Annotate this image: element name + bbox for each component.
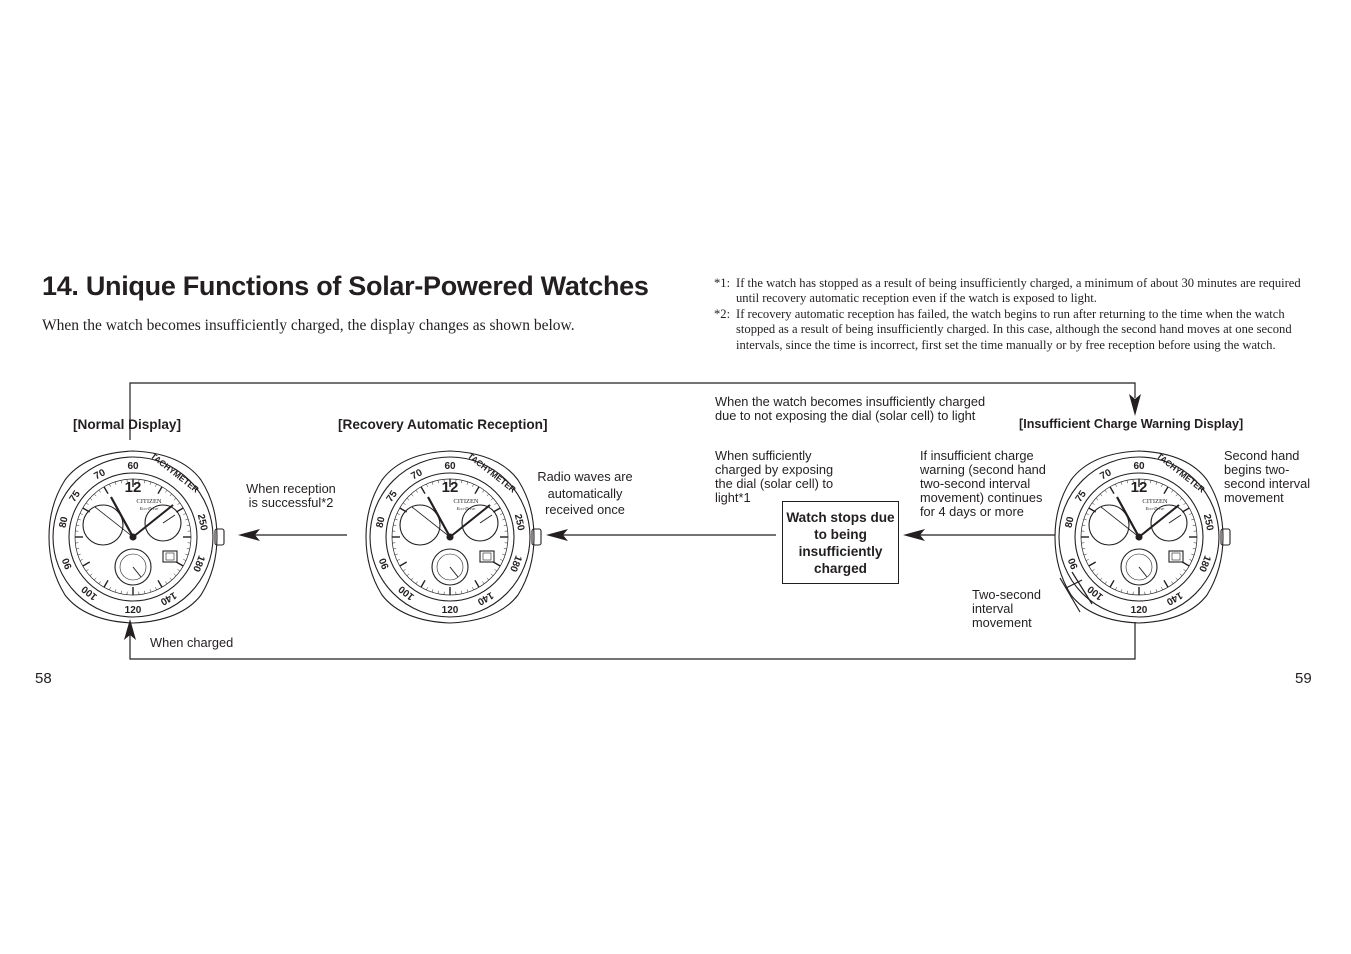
recovery-reception-heading: [Recovery Automatic Reception] bbox=[338, 417, 548, 432]
bezel-number: 80 bbox=[374, 515, 388, 529]
page-number-left: 58 bbox=[35, 670, 52, 687]
watch-art bbox=[1055, 451, 1230, 623]
dial-tick bbox=[158, 487, 162, 494]
dial-tick bbox=[1127, 591, 1128, 594]
dial-tick bbox=[397, 559, 400, 560]
dial-tick bbox=[1193, 548, 1196, 549]
brand-sub-logo: Eco-Drive bbox=[139, 506, 159, 511]
dial-tick bbox=[407, 574, 409, 576]
watch-warning-illustration bbox=[1051, 445, 1231, 625]
radio-waves-text: Radio waves are automatically received once bbox=[537, 469, 633, 517]
dial-tick bbox=[461, 480, 462, 483]
two-second-text: Two-second interval movement bbox=[972, 587, 1041, 630]
subdial-hand bbox=[133, 567, 141, 577]
bezel-number: 140 bbox=[158, 589, 179, 607]
dial-tick bbox=[1115, 484, 1116, 487]
dial-tick bbox=[1086, 513, 1089, 514]
subdial-left bbox=[83, 505, 123, 545]
dial-tick bbox=[491, 574, 493, 576]
bezel-number: 120 bbox=[124, 605, 142, 616]
sufficiently-charged-text: When sufficiently charged by exposing the dial (solar cell) to light*1 bbox=[715, 448, 834, 505]
dial-tick bbox=[493, 562, 500, 566]
dial-tick bbox=[99, 490, 101, 492]
dial-tick bbox=[80, 513, 83, 514]
bezel-number: 180 bbox=[507, 553, 524, 574]
bezel-number: 180 bbox=[1196, 553, 1213, 574]
second-hand-text: Second hand begins two-second interval movement bbox=[1224, 448, 1311, 505]
dial-tick bbox=[83, 562, 90, 566]
dial-tick bbox=[183, 513, 186, 514]
dial-tick bbox=[121, 591, 122, 594]
dial-tick bbox=[472, 587, 473, 590]
dial-tick bbox=[1105, 490, 1107, 492]
dial-tick bbox=[482, 490, 484, 492]
dial-tick bbox=[185, 519, 188, 520]
dial-tick bbox=[1082, 548, 1085, 549]
warning-display-heading: [Insufficient Charge Warning Display] bbox=[1019, 417, 1244, 431]
bezel-number: 90 bbox=[60, 556, 75, 571]
dial-tick bbox=[115, 482, 116, 485]
dial-tick bbox=[426, 587, 427, 590]
dial-tick bbox=[187, 525, 190, 526]
date-window bbox=[1169, 551, 1183, 562]
dial-tick bbox=[426, 484, 427, 487]
dial-tick bbox=[416, 490, 418, 492]
dial-tick bbox=[1191, 554, 1194, 555]
date-window bbox=[480, 551, 494, 562]
dial-tick bbox=[155, 484, 156, 487]
dial-tick bbox=[144, 591, 145, 594]
dial-tick bbox=[78, 554, 81, 555]
watch-normal-illustration bbox=[45, 445, 225, 625]
dial-tick bbox=[1164, 487, 1168, 494]
dial-tick bbox=[500, 559, 503, 560]
dial-tick bbox=[494, 503, 496, 505]
dial-tick bbox=[176, 562, 183, 566]
page-title: 14. Unique Functions of Solar-Powered Watches bbox=[42, 271, 649, 301]
bezel-number: 90 bbox=[1066, 556, 1081, 571]
dial-tick bbox=[1150, 591, 1151, 594]
brand-logo: CITIZEN bbox=[453, 498, 479, 505]
bezel-number: 100 bbox=[396, 583, 417, 603]
subdial-hand bbox=[1169, 515, 1181, 523]
dial-tick bbox=[187, 548, 190, 549]
dial-tick bbox=[174, 498, 176, 500]
dial-tick bbox=[393, 548, 396, 549]
bezel-number: 70 bbox=[1098, 467, 1114, 483]
footnote-text: If recovery automatic reception has failed, the watch begins to run after returning to the time when the watch stopped as a result of being insufficiently charged. In this case, although the second hand moves at one second intervals, since the time is incorrect, first set the time manually or by free reception before using the watch. bbox=[736, 306, 1292, 352]
dial-tick bbox=[121, 480, 122, 483]
bezel-number: 60 bbox=[1133, 461, 1145, 472]
watch-recovery-illustration bbox=[362, 445, 542, 625]
dial-tick bbox=[467, 589, 468, 592]
dial-tick bbox=[438, 480, 439, 483]
dial-tick bbox=[395, 519, 398, 520]
dial-tick bbox=[1182, 562, 1189, 566]
dial-tick bbox=[94, 578, 96, 580]
dial-tick bbox=[432, 589, 433, 592]
dial-tick bbox=[1110, 580, 1114, 587]
subdial-hand bbox=[480, 515, 492, 523]
dial-twelve: 12 bbox=[441, 479, 459, 496]
dial-tick bbox=[144, 480, 145, 483]
dial-tick bbox=[475, 580, 479, 587]
dial-tick bbox=[1191, 519, 1194, 520]
bezel-number: 250 bbox=[511, 513, 527, 532]
subdial-hand bbox=[450, 567, 458, 577]
dial-tick bbox=[99, 581, 101, 583]
dial-tick bbox=[475, 487, 479, 494]
dial-tick bbox=[407, 498, 409, 500]
dial-tick bbox=[1161, 484, 1162, 487]
dial-tick bbox=[504, 525, 507, 526]
normal-display-heading: [Normal Display] bbox=[73, 417, 182, 432]
page-subtitle: When the watch becomes insufficiently charged, the display changes as shown below. bbox=[42, 317, 575, 334]
dial-tick bbox=[183, 559, 186, 560]
dial-tick bbox=[165, 490, 167, 492]
dial-tick bbox=[461, 591, 462, 594]
dial-tick bbox=[177, 503, 179, 505]
dial-tick bbox=[1105, 581, 1107, 583]
dial-tick bbox=[1189, 513, 1192, 514]
bezel-number: 140 bbox=[1164, 589, 1185, 607]
insufficient-charge-text: When the watch becomes insufficiently charged due to not exposing the dial (solar cell) to light bbox=[715, 394, 986, 423]
dial-tick bbox=[1121, 589, 1122, 592]
brand-sub-logo: Eco-Drive bbox=[456, 506, 476, 511]
watch-art bbox=[49, 451, 224, 623]
dial-tick bbox=[1156, 589, 1157, 592]
dial-tick bbox=[115, 589, 116, 592]
dial-tick bbox=[90, 498, 92, 500]
center-pin bbox=[1136, 534, 1142, 540]
center-pin bbox=[130, 534, 136, 540]
dial-tick bbox=[395, 554, 398, 555]
dial-tick bbox=[170, 494, 172, 496]
dial-tick bbox=[1176, 578, 1178, 580]
dial-tick bbox=[1100, 494, 1102, 496]
dial-tick bbox=[500, 513, 503, 514]
date-window-inner bbox=[483, 553, 491, 560]
brand-logo: CITIZEN bbox=[1142, 498, 1168, 505]
dial-tick bbox=[487, 578, 489, 580]
dial-tick bbox=[494, 569, 496, 571]
bezel-number: 100 bbox=[1085, 583, 1106, 603]
dial-tick bbox=[1086, 559, 1089, 560]
dial-tick bbox=[1156, 482, 1157, 485]
dial-tick bbox=[86, 569, 88, 571]
dial-tick bbox=[1092, 503, 1094, 505]
watch-stops-text: Watch stops due to being insufficiently charged bbox=[786, 509, 895, 576]
dial-tick bbox=[1115, 587, 1116, 590]
dial-tick bbox=[1180, 574, 1182, 576]
dial-tick bbox=[76, 548, 79, 549]
dial-tick bbox=[1183, 569, 1185, 571]
subdial-left bbox=[1089, 505, 1129, 545]
dial-tick bbox=[400, 562, 407, 566]
dial-tick bbox=[438, 591, 439, 594]
bezel-number: 70 bbox=[409, 467, 425, 483]
dial-tick bbox=[491, 498, 493, 500]
dial-tick bbox=[1189, 559, 1192, 560]
dial-tick bbox=[504, 548, 507, 549]
dial-tick bbox=[482, 581, 484, 583]
watch-stops-box bbox=[782, 501, 899, 584]
brand-sub-logo: Eco-Drive bbox=[1145, 506, 1165, 511]
dial-tick bbox=[1161, 587, 1162, 590]
date-window bbox=[163, 551, 177, 562]
dial-tick bbox=[432, 482, 433, 485]
bezel-number: 60 bbox=[444, 461, 456, 472]
dial-tick bbox=[421, 580, 425, 587]
dial-tick bbox=[1084, 554, 1087, 555]
dial-tick bbox=[1089, 562, 1096, 566]
dial-tick bbox=[150, 482, 151, 485]
reception-success-text: When reception is successful*2 bbox=[246, 481, 336, 510]
bezel-number: 90 bbox=[377, 556, 392, 571]
dial-tick bbox=[1096, 498, 1098, 500]
footnote-text: If the watch has stopped as a result of being insufficiently charged, a minimum of about 30 minutes are required until recovery automatic reception even if the watch is exposed to light. bbox=[736, 276, 1301, 306]
dial-twelve: 12 bbox=[1130, 479, 1148, 496]
bezel-number: 250 bbox=[1200, 513, 1216, 532]
dial-tick bbox=[1164, 580, 1168, 587]
dial-tick bbox=[155, 587, 156, 590]
bezel-number: 80 bbox=[1063, 515, 1077, 529]
tachymeter-label: TACHYMETER bbox=[1154, 450, 1207, 495]
second-hand bbox=[412, 507, 450, 537]
dial-tick bbox=[170, 578, 172, 580]
bezel-number: 120 bbox=[1130, 605, 1148, 616]
bezel-number: 80 bbox=[57, 515, 71, 529]
dial-tick bbox=[90, 574, 92, 576]
dial-tick bbox=[502, 519, 505, 520]
dial-tick bbox=[1084, 519, 1087, 520]
dial-tick bbox=[76, 525, 79, 526]
dial-tick bbox=[1183, 503, 1185, 505]
dial-tick bbox=[1121, 482, 1122, 485]
tachymeter-label: TACHYMETER bbox=[465, 450, 518, 495]
dial-tick bbox=[1171, 581, 1173, 583]
warning-continues-text: If insufficient charge warning (second hand two-second interval movement) continues for 4 days or more bbox=[920, 448, 1046, 519]
dial-tick bbox=[1127, 480, 1128, 483]
dial-tick bbox=[487, 494, 489, 496]
dial-tick bbox=[80, 559, 83, 560]
dial-tick bbox=[1110, 487, 1114, 494]
dial-tick bbox=[1176, 494, 1178, 496]
bezel-number: 60 bbox=[127, 461, 139, 472]
center-pin bbox=[447, 534, 453, 540]
dial-tick bbox=[1092, 569, 1094, 571]
dial-tick bbox=[393, 525, 396, 526]
dial-tick bbox=[158, 580, 162, 587]
bezel-number: 140 bbox=[475, 589, 496, 607]
dial-tick bbox=[1096, 574, 1098, 576]
dial-tick bbox=[150, 589, 151, 592]
dial-tick bbox=[174, 574, 176, 576]
bezel-number: 100 bbox=[79, 583, 100, 603]
bezel-number: 250 bbox=[194, 513, 210, 532]
dial-tick bbox=[109, 587, 110, 590]
dial-tick bbox=[1193, 525, 1196, 526]
when-charged-text: When charged bbox=[150, 635, 234, 650]
dial-tick bbox=[467, 482, 468, 485]
page-number-right: 59 bbox=[1295, 670, 1312, 687]
dial-tick bbox=[104, 487, 108, 494]
watch-art bbox=[366, 451, 541, 623]
dial-tick bbox=[1082, 525, 1085, 526]
dial-tick bbox=[1180, 498, 1182, 500]
dial-tick bbox=[411, 494, 413, 496]
dial-tick bbox=[411, 578, 413, 580]
dial-tick bbox=[1100, 578, 1102, 580]
bezel-number: 75 bbox=[384, 488, 400, 505]
dial-tick bbox=[185, 554, 188, 555]
dial-tick bbox=[1171, 490, 1173, 492]
bezel-number: 70 bbox=[92, 467, 108, 483]
dial-tick bbox=[403, 503, 405, 505]
dial-tick bbox=[472, 484, 473, 487]
tachymeter-label: TACHYMETER bbox=[148, 450, 201, 495]
subdial-left bbox=[400, 505, 440, 545]
footnote-mark: *1: bbox=[714, 276, 731, 290]
dial-tick bbox=[416, 581, 418, 583]
second-hand bbox=[1101, 507, 1139, 537]
dial-twelve: 12 bbox=[124, 479, 142, 496]
dial-tick bbox=[421, 487, 425, 494]
bezel-number: 120 bbox=[441, 605, 459, 616]
bezel-number: 75 bbox=[67, 488, 83, 505]
dial-tick bbox=[109, 484, 110, 487]
dial-tick bbox=[165, 581, 167, 583]
dial-tick bbox=[78, 519, 81, 520]
footnote-mark: *2: bbox=[714, 306, 731, 321]
subdial-hand bbox=[163, 515, 175, 523]
dial-tick bbox=[104, 580, 108, 587]
second-hand bbox=[95, 507, 133, 537]
dial-tick bbox=[86, 503, 88, 505]
dial-tick bbox=[94, 494, 96, 496]
dial-tick bbox=[502, 554, 505, 555]
bezel-number: 180 bbox=[190, 553, 207, 574]
dial-tick bbox=[397, 513, 400, 514]
date-window-inner bbox=[1172, 553, 1180, 560]
subdial-hand bbox=[1139, 567, 1147, 577]
brand-logo: CITIZEN bbox=[136, 498, 162, 505]
dial-tick bbox=[1150, 480, 1151, 483]
date-window-inner bbox=[166, 553, 174, 560]
dial-tick bbox=[177, 569, 179, 571]
bezel-number: 75 bbox=[1073, 488, 1089, 505]
dial-tick bbox=[403, 569, 405, 571]
